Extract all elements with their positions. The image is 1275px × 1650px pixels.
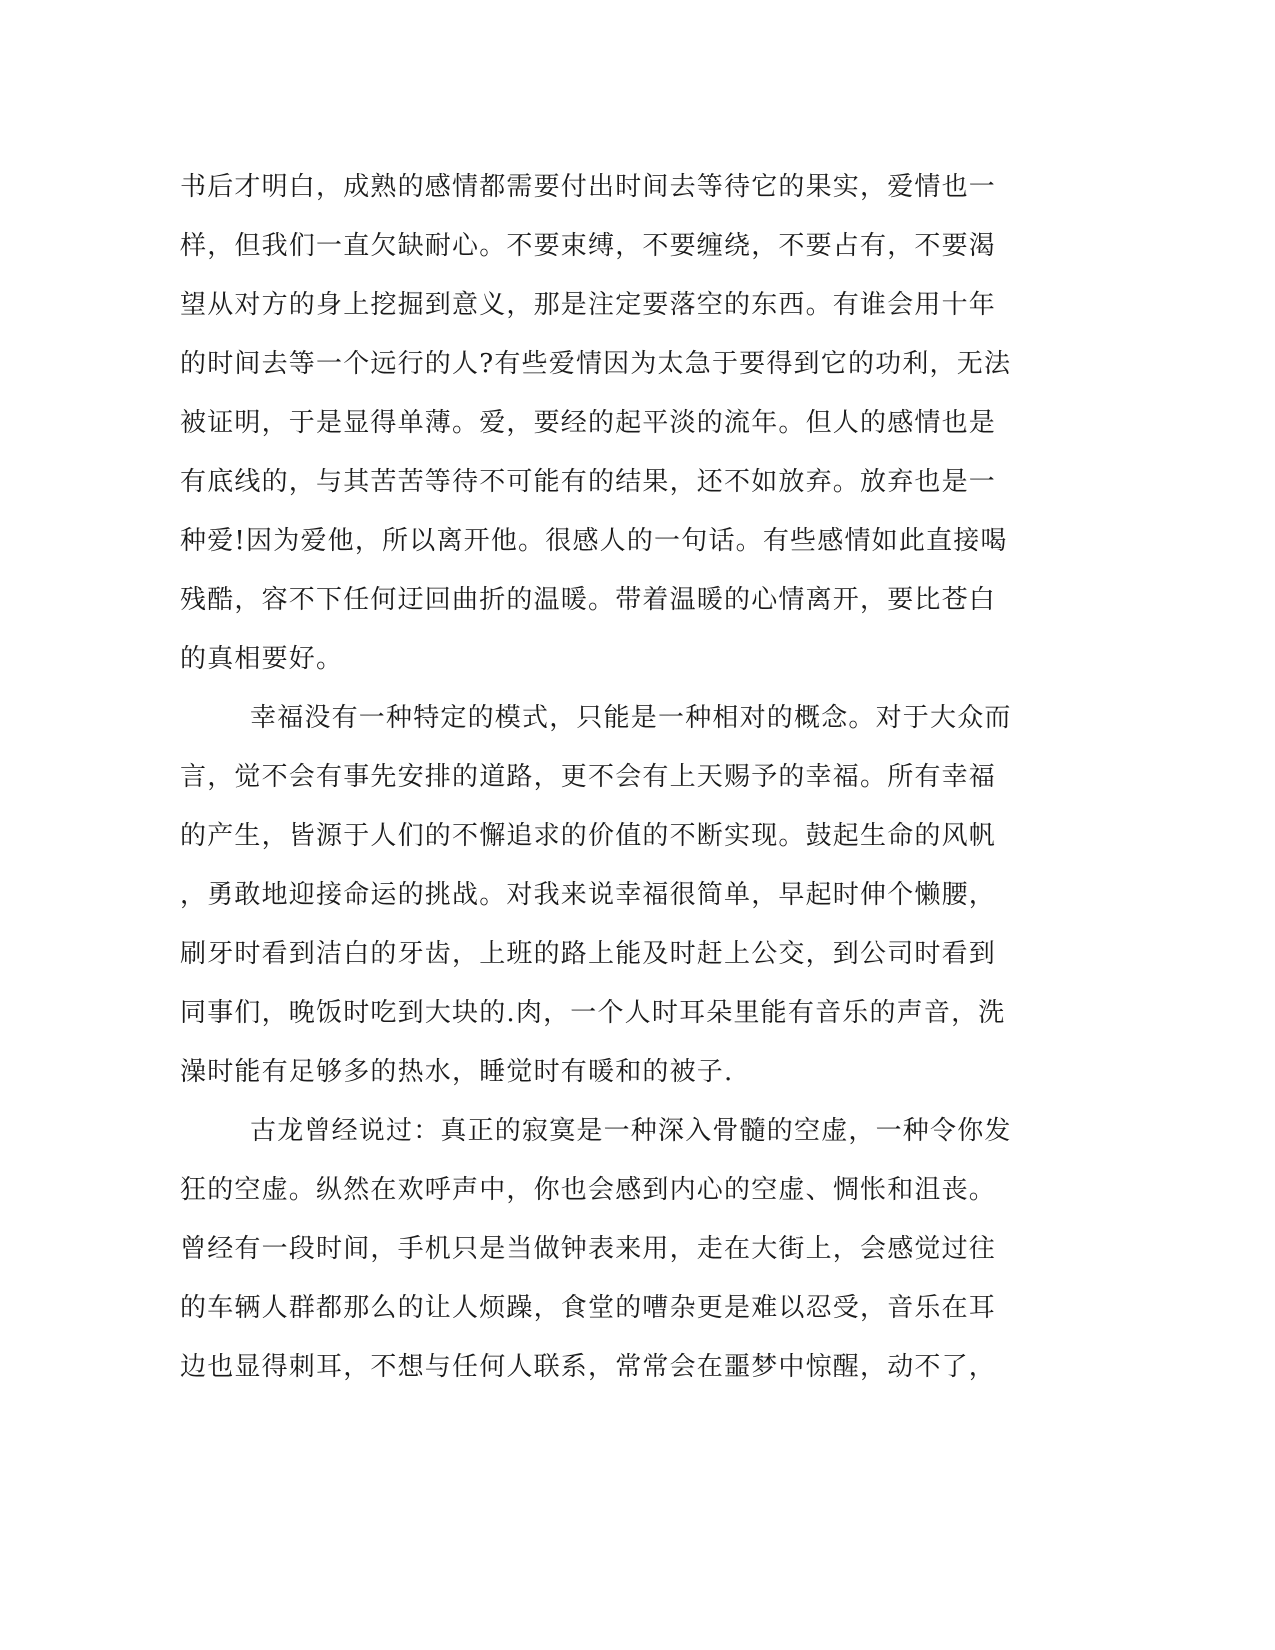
text-line: 望从对方的身上挖掘到意义，那是注定要落空的东西。有谁会用十年 xyxy=(180,290,997,320)
text-line: 样，但我们一直欠缺耐心。不要束缚，不要缠绕，不要占有，不要渴 xyxy=(180,231,997,261)
paragraph-1 xyxy=(180,158,1035,689)
text-line: 被证明，于是显得单薄。爱，要经的起平淡的流年。但人的感情也是 xyxy=(180,408,997,438)
text-line: 边也显得刺耳，不想与任何人联系，常常会在噩梦中惊醒，动不了， xyxy=(180,1352,997,1382)
text-line: 残酷，容不下任何迂回曲折的温暖。带着温暖的心情离开，要比苍白 xyxy=(180,585,997,615)
text-line: 狂的空虚。纵然在欢呼声中，你也会感到内心的空虚、惆怅和沮丧。 xyxy=(180,1175,997,1205)
text-line: 的真相要好。 xyxy=(180,644,344,674)
paragraph-3 xyxy=(180,1102,1035,1397)
text-line: 的产生，皆源于人们的不懈追求的价值的不断实现。鼓起生命的风帆 xyxy=(180,821,997,851)
text-line: 刷牙时看到洁白的牙齿，上班的路上能及时赶上公交，到公司时看到 xyxy=(180,939,997,969)
text-line: ，勇敢地迎接命运的挑战。对我来说幸福很简单，早起时伸个懒腰， xyxy=(180,880,997,910)
text-line: 书后才明白，成熟的感情都需要付出时间去等待它的果实，爱情也一 xyxy=(180,172,997,202)
text-line: 有底线的，与其苦苦等待不可能有的结果，还不如放弃。放弃也是一 xyxy=(180,467,997,497)
text-line: 言，觉不会有事先安排的道路，更不会有上天赐予的幸福。所有幸福 xyxy=(180,762,997,792)
text-line: 的车辆人群都那么的让人烦躁，食堂的嘈杂更是难以忍受，音乐在耳 xyxy=(180,1293,997,1323)
text-line: 幸福没有一种特定的模式，只能是一种相对的概念。对于大众而 xyxy=(250,703,1012,733)
text-line: 澡时能有足够多的热水，睡觉时有暖和的被子. xyxy=(180,1057,734,1087)
paragraph-2 xyxy=(180,689,1035,1102)
text-line: 种爱!因为爱他，所以离开他。很感人的一句话。有些感情如此直接喝 xyxy=(180,526,1008,556)
text-line: 古龙曾经说过：真正的寂寞是一种深入骨髓的空虚，一种令你发 xyxy=(250,1116,1012,1146)
text-line: 同事们，晚饭时吃到大块的.肉，一个人时耳朵里能有音乐的声音，洗 xyxy=(180,998,1006,1028)
text-line: 曾经有一段时间，手机只是当做钟表来用，走在大街上，会感觉过往 xyxy=(180,1234,997,1264)
body-text xyxy=(180,158,1035,1397)
text-line: 的时间去等一个远行的人?有些爱情因为太急于要得到它的功利，无法 xyxy=(180,349,1012,379)
